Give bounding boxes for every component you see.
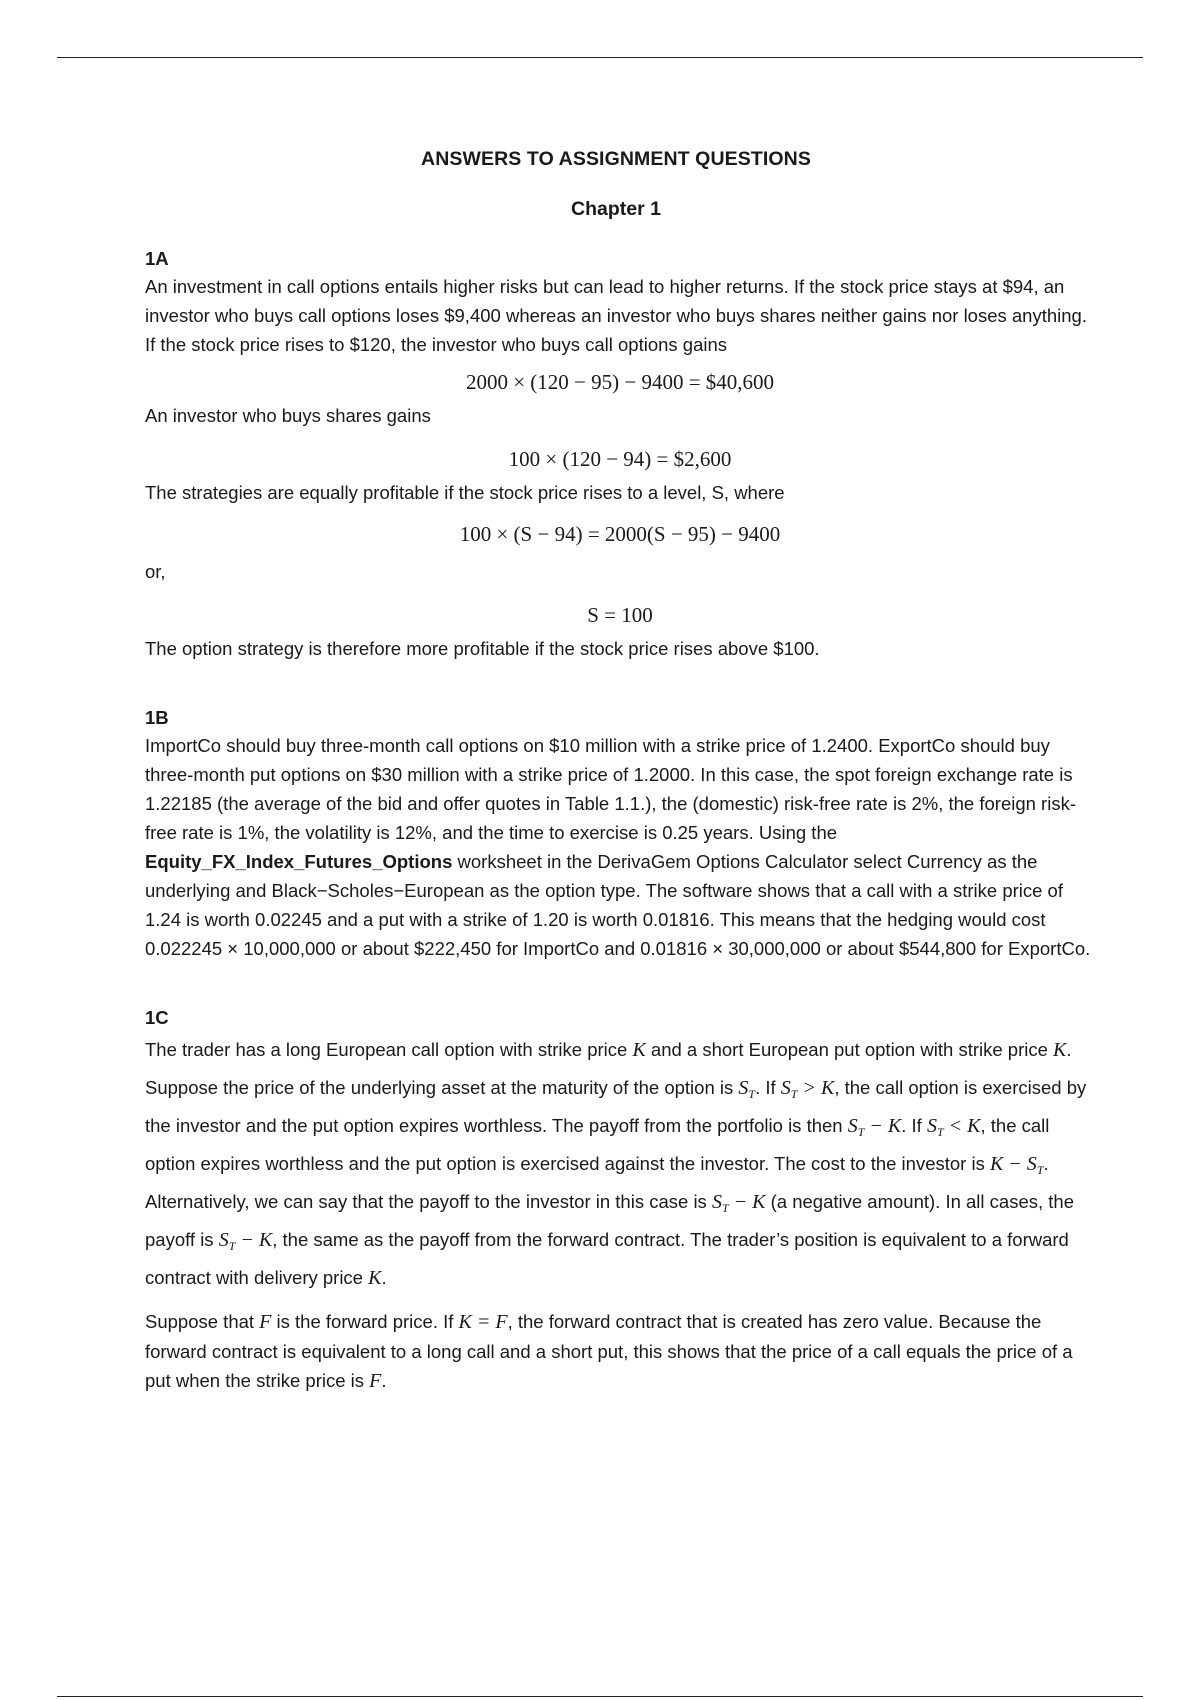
section-1b-text-b: worksheet in the DerivaGem Options Calculator select Currency as the underlying and Black−Scholes−European as the option type. The software shows that a call with a strike price of 1.24 is worth 0.02245 and a put with a strike of 1.20 is worth 0.01816. This means that the hedging would cost 0.022245 × 10,000,000 or about $222,450 for ImportCo and 0.01816 × 30,000,000 or about $544,800 for ExportCo. [145,851,1091,959]
text-fragment: , the forward contract that is created has zero value. Because the forward contract is equivalent to a long call and a short put, this shows that the price of a call equals the price of a put when the strike price is [145,1311,1073,1391]
text-fragment: and a short European put option with strike price [650,1039,1048,1060]
chapter-title: Chapter 1 [571,198,661,220]
equation-2: 100 × (120 − 94) = $2,600 [508,447,732,471]
page-title: ANSWERS TO ASSIGNMENT QUESTIONS [421,148,811,170]
section-1a-paragraph-3: The strategies are equally profitable if the stock price rises to a level, S, where [145,482,785,503]
text-fragment: The trader has a long European call option with strike price [145,1039,628,1060]
section-1c-heading: 1C [145,1007,169,1028]
document-body [145,246,1095,1396]
math-ST-minus-K: $S_T - K$ [218,1229,273,1253]
math-K-minus-ST: $K - S_T$ [989,1153,1044,1177]
bottom-rule [57,1696,1143,1697]
text-fragment: . [381,1267,387,1288]
math-ST-gt-K: $S_T > K$ [780,1077,835,1101]
section-1b-heading: 1B [145,707,169,728]
equation-4: S = 100 [587,603,653,627]
equation-1: 2000 × (120 − 95) − 9400 = $40,600 [465,370,775,394]
section-1b-text-a: ImportCo should buy three-month call options on $10 million with a strike price of 1.2400. ExportCo should buy three-month put options on $30 million with a strike price of 1.2000. In this case, the spot foreign exchange rate is 1.22185 (the average of the bid and offer quotes in Table 1.1.), the (domestic) risk-free rate is 2%, the foreign risk-free rate is 1%, the volatility is 12%, and the time to exercise is 0.25 years. Using the [145,735,1076,843]
equation-3: 100 × (S − 94) = 2000(S − 95) − 9400 [459,522,781,546]
text-fragment: Suppose that [145,1311,255,1332]
section-1a-paragraph-2: An investor who buys shares gains [145,405,431,426]
section-1c-paragraph-2 [145,1307,1095,1396]
section-1b-paragraph [145,731,1095,963]
text-fragment: . [381,1370,387,1391]
top-rule [57,57,1143,58]
math-ST-lt-K: $S_T < K$ [926,1115,981,1139]
math-ST-minus-K: $S_T - K$ [847,1115,902,1139]
math-F: F [369,1370,382,1392]
text-fragment: . Alternatively, we can say that the payoff to the investor in this case is [145,1153,1049,1212]
section-1a-paragraph-4: or, [145,561,166,582]
text-fragment: . If [901,1115,922,1136]
text-fragment: (a negative amount). In all cases, the payoff is [145,1191,1074,1250]
math-ST: $S_T$ [738,1077,756,1101]
section-1a-heading: 1A [145,248,169,269]
text-fragment: , the call option is exercised by the investor and the put option expires worthless. The payoff from the portfolio is then [145,1077,1087,1136]
text-fragment: . If [755,1077,776,1098]
section-1a-paragraph-1: An investment in call options entails higher risks but can lead to higher returns. If the stock price stays at $94, an investor who buys call options loses $9,400 whereas an investor who buys shares neither gains nor loses anything. If the stock price rises to $120, the investor who buys call options gains [145,276,1087,355]
text-fragment: . Suppose the price of the underlying asset at the maturity of the option is [145,1039,1072,1098]
text-fragment: , the call option expires worthless and the put option is exercised against the investor. The cost to the investor is [145,1115,1050,1174]
math-K: K [632,1039,646,1061]
math-ST-minus-K: $S_T - K$ [711,1191,766,1215]
math-F: F [259,1311,272,1333]
text-fragment: , the same as the payoff from the forward contract. The trader’s position is equivalent to a forward contract with delivery price [145,1229,1069,1288]
section-1c-paragraph-1 [145,1031,1095,1297]
worksheet-name: Equity_FX_Index_Futures_Options [145,851,453,872]
text-fragment: is the forward price. If [276,1311,454,1332]
section-1a-paragraph-5: The option strategy is therefore more profitable if the stock price rises above $100. [145,638,820,659]
math-K-eq-F: K = F [458,1311,508,1333]
math-K: K [368,1267,382,1289]
math-K: K [1053,1039,1067,1061]
